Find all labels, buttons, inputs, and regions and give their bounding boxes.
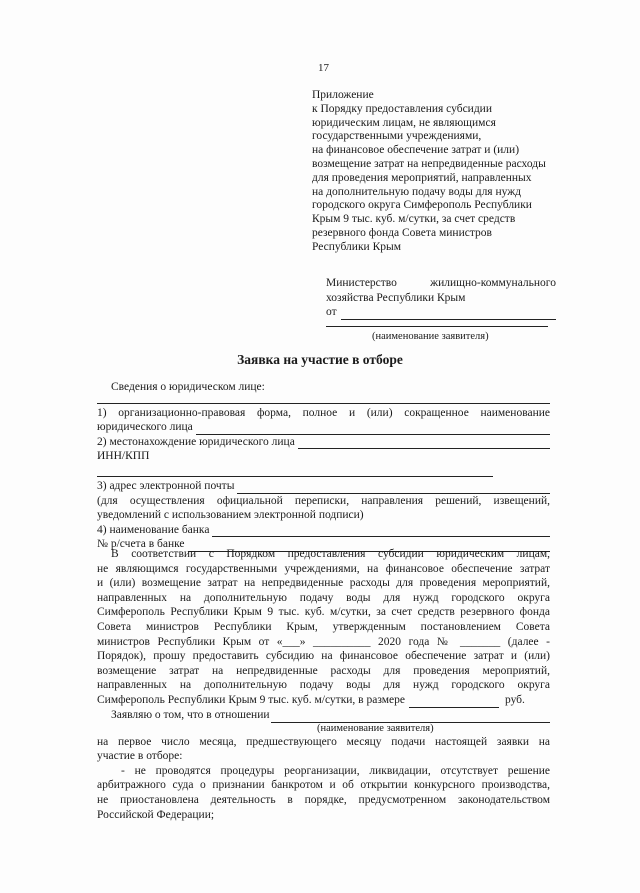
appendix-line: на финансовое обеспечение затрат и (или)	[312, 144, 520, 157]
field-1-input[interactable]	[196, 423, 550, 435]
paragraph-line: Порядок), прошу предоставить субсидию на финансовое обеспечение затрат и (или)	[97, 650, 550, 663]
field-4-row	[97, 523, 550, 538]
field-3-label: 3) адрес электронной почты	[97, 479, 235, 492]
addressee-from-row	[326, 305, 556, 320]
paragraph-amount-prefix: Симферополь Республики Крым 9 тыс. куб. м/сутки, в размере	[97, 693, 405, 706]
appendix-line: к Порядку предоставления субсидии	[312, 102, 492, 115]
addressee-ministry: Министерство	[326, 277, 397, 289]
intro-field-line[interactable]	[97, 403, 550, 404]
paragraph-line: Симферополь Республики Крым 9 тыс. куб. м/сутки, за счет средств резервного фонда	[97, 606, 550, 619]
declaration-prefix: Заявляю о том, что в отношении	[111, 709, 270, 721]
field-4-label: 4) наименование банка	[97, 523, 210, 536]
appendix-line: на дополнительную подачу воды для нужд	[312, 185, 522, 198]
bullet-line: - не проводятся процедуры реорганизации, ликвидации, отсутствует решение	[121, 764, 550, 777]
addressee-line-1	[326, 276, 556, 291]
fields-section	[97, 380, 550, 552]
appendix-line: возмещение затрат на непредвиденные расходы	[312, 157, 546, 170]
paragraph-line: Совета министров Республики Крым, утвержденным постановлением Совета	[97, 620, 550, 633]
paragraph-line: направленных на дополнительную подачу воды для нужд городского округа	[97, 679, 550, 692]
paragraph-line: направленных на дополнительную подачу воды для нужд городского округа	[97, 591, 550, 604]
account-label: № р/счета в банке	[97, 538, 185, 551]
page-number: 17	[318, 62, 329, 74]
addressee-from-field[interactable]	[341, 308, 556, 320]
appendix-line: Крым 9 тыс. куб. м/сутки, за счет средств	[312, 213, 516, 226]
addressee-block	[326, 276, 556, 344]
addressee-from-label: от	[326, 306, 337, 318]
addressee-name-field[interactable]	[326, 326, 548, 327]
inn-input[interactable]	[97, 476, 493, 477]
field-2-label: 2) местонахождение юридического лица	[97, 435, 295, 448]
field-2-row	[97, 435, 550, 450]
paragraph-line: В соответствии с Порядком предоставления субсидии юридическим лицам,	[111, 548, 550, 560]
paragraph-line: министров Республики Крым от «___» __________ 2020 года № _______ (далее -	[97, 635, 550, 648]
bullet-line: арбитражного суда о признании банкротом и об открытии конкурсного производства,	[97, 779, 550, 792]
declaration-row	[97, 708, 550, 723]
amount-input[interactable]	[409, 696, 499, 708]
appendix-line: Республики Крым	[312, 240, 401, 253]
appendix-line: для проведения мероприятий, направленных	[312, 171, 532, 184]
appendix-line: юридическим лицам, не являющимся	[312, 116, 496, 129]
bullet-line-last: Российской Федерации;	[97, 808, 215, 821]
appendix-line: государственными учреждениями,	[312, 130, 482, 143]
intro-text: Сведения о юридическом лице:	[111, 381, 265, 393]
paragraph-amount-suffix: руб.	[504, 693, 525, 706]
document-title: Заявка на участие в отборе	[237, 352, 403, 367]
field-1-label: 1) организационно-правовая форма, полное и (или) сокращенное наименование	[97, 406, 550, 419]
field-1-row	[97, 420, 550, 435]
appendix-header	[312, 89, 582, 255]
field-3-note-2: уведомлений с использованием электронной подписи)	[97, 509, 364, 522]
paragraph-line: возмещение затрат на непредвиденные расходы для проведения мероприятий,	[97, 664, 550, 677]
appendix-line: резервного фонда Совета министров	[312, 226, 492, 239]
addressee-caption: (наименование заявителя)	[372, 330, 489, 342]
field-1-label-cont: юридического лица	[97, 421, 193, 434]
declaration-section	[97, 708, 550, 822]
paragraph-amount-row	[97, 693, 550, 708]
declaration-line-3: участие в отборе:	[97, 750, 183, 763]
request-paragraph	[97, 547, 550, 708]
field-3-row	[97, 479, 550, 494]
inn-label: ИНН/КПП	[97, 450, 150, 463]
paragraph-line: не являющимся государственными учреждениями, на финансовое обеспечение затрат	[97, 562, 550, 575]
appendix-line: городского округа Симферополь Республики	[312, 199, 532, 212]
declaration-caption: (наименование заявителя)	[317, 722, 434, 734]
appendix-line: Приложение	[312, 89, 374, 101]
field-3-note-1: (для осуществления официальной переписки, направления решений, извещений,	[97, 494, 550, 507]
addressee-line-2: хозяйства Республики Крым	[326, 291, 466, 304]
addressee-ministry-type: жилищно-коммунального	[430, 277, 556, 289]
declaration-line-2: на первое число месяца, предшествующего месяцу подачи настоящей заявки на	[97, 735, 550, 748]
bullet-line: не приостановлена деятельность в порядке, предусмотренном законодательством	[97, 793, 550, 806]
field-2-input[interactable]	[298, 437, 550, 449]
field-3-input[interactable]	[237, 482, 550, 494]
declaration-applicant-input[interactable]	[271, 711, 550, 723]
paragraph-line: и (или) возмещение затрат на непредвиденные расходы для проведения мероприятий,	[97, 577, 550, 590]
field-4-input[interactable]	[212, 525, 550, 537]
declaration-bullet	[97, 764, 550, 822]
